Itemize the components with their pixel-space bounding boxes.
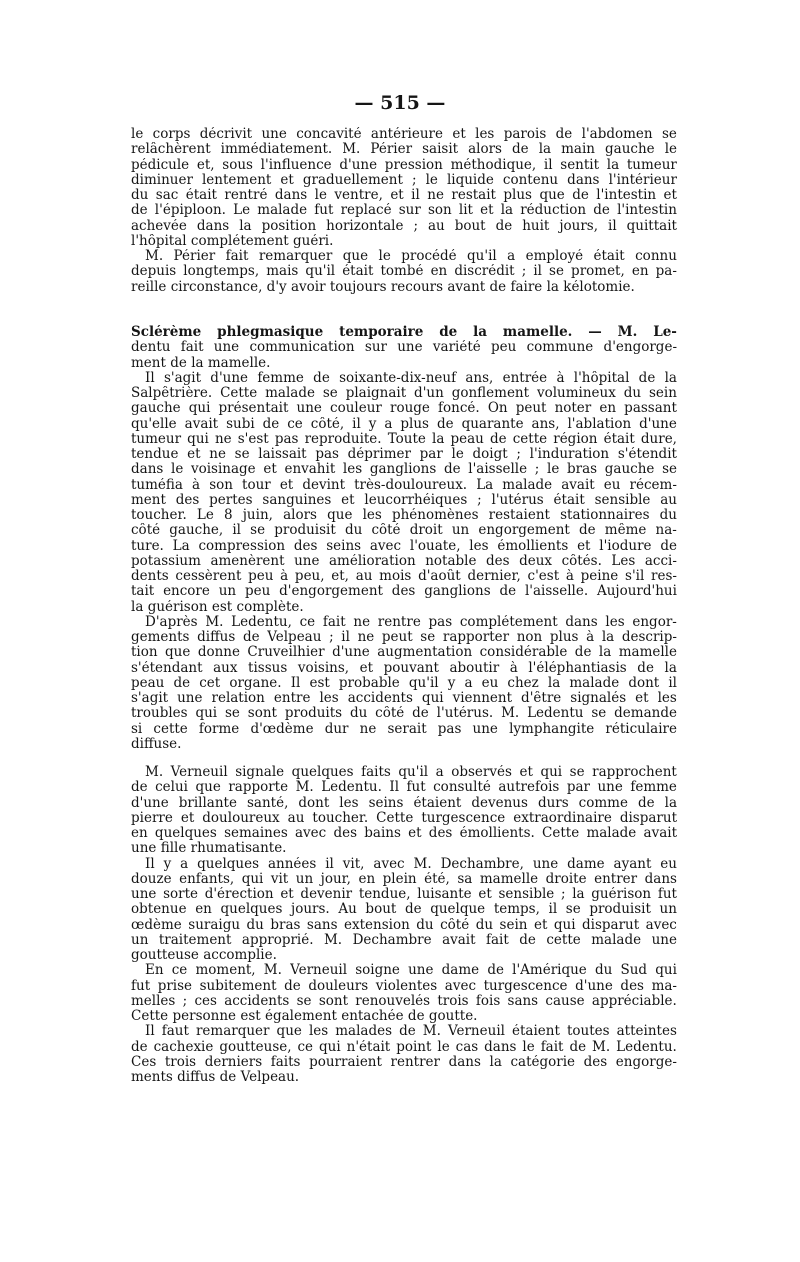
text-line: dents cessèrent peu à peu, et, au mois d'août dernier, c'est à peine s'il res- [131, 569, 677, 584]
text-line: douze enfants, qui vit un jour, en plein été, sa mamelle droite entrer dans [131, 871, 677, 887]
text-line: Ces trois derniers faits pourraient rentrer dans la catégorie des engorge- [131, 1054, 677, 1070]
section-sclereme [131, 325, 677, 752]
text-line: obtenue en quelques jours. Au bout de quelque temps, il se produisit un [131, 902, 677, 918]
text-line: un traitement approprié. M. Dechambre avait fait de cette malade une [131, 932, 677, 948]
text-line: ture. La compression des seins avec l'ouate, les émollients et l'iodure de [131, 538, 677, 554]
text-line: tumeur qui ne s'est pas reproduite. Toute la peau de cette région était dure, [131, 431, 677, 447]
text-line: gauche qui présentait une couleur rouge foncé. On peut noter en passant [131, 401, 677, 417]
text-line: En ce moment, M. Verneuil soigne une dame de l'Amérique du Sud qui [145, 963, 677, 979]
text-line: ments diffus de Velpeau. [131, 1070, 300, 1085]
text-line: une fille rhumatisante. [131, 841, 287, 857]
text-line: ment de la mamelle. [131, 355, 271, 371]
text-line: Il s'agit d'une femme de soixante-dix-neuf ans, entrée à l'hôpital de la [145, 370, 677, 386]
text-line: D'après M. Ledentu, ce fait ne rentre pas complétement dans les engor- [145, 614, 677, 630]
text-line: M. Verneuil signale quelques faits qu'il a observés et qui se rapprochent [145, 765, 677, 780]
text-line: s'agit une relation entre les accidents qui viennent d'être signalés et les [131, 691, 677, 706]
text-line: ment des pertes sanguines et leucorrhéiques ; l'utérus était sensible au [131, 492, 677, 508]
text-line: Salpêtrière. Cette malade se plaignait d'un gonflement volumineux du sein [131, 386, 677, 401]
text-line: de l'épiploon. Le malade fut replacé sur son lit et la réduction de l'intestin [131, 203, 677, 219]
text-line: qu'elle avait subi de ce côté, il y a plus de quarante ans, l'ablation d'une [131, 416, 677, 432]
text-line: s'étendant aux tissus voisins, et pouvant aboutir à l'éléphantiasis de la [131, 660, 677, 676]
text-line: peau de cet organe. Il est probable qu'il y a eu chez la malade dont il [131, 675, 677, 691]
text-line: diffuse. [131, 736, 182, 752]
text-line: de cachexie goutteuse, ce qui n'était point le cas dans le fait de M. Ledentu. [131, 1039, 677, 1055]
text-line: M. Périer fait remarquer que le procédé qu'il a employé était connu [145, 249, 677, 264]
text-line: la guérison est complète. [131, 599, 304, 615]
text-line: dans le voisinage et envahit les ganglions de l'aisselle ; le bras gauche se [131, 462, 677, 478]
text-line: le corps décrivit une concavité antérieure et les parois de l'abdomen se [131, 127, 677, 142]
page-number: — 515 — [354, 92, 446, 114]
text-line: tuméfia à son tour et devint très-douloureux. La malade avait eu récem- [131, 477, 677, 493]
text-line: d'une brillante santé, dont les seins étaient devenus durs comme de la [131, 795, 677, 811]
text-line: une sorte d'érection et devenir tendue, luisante et sensible ; la guérison fut [131, 887, 677, 902]
text-line: melles ; ces accidents se sont renouvelés trois fois sans cause appréciable. [131, 993, 677, 1009]
text-line: tait encore un peu d'engorgement des ganglions de l'aisselle. Aujourd'hui [131, 584, 677, 600]
text-line: depuis longtemps, mais qu'il était tombé en discrédit ; il se promet, en pa- [131, 264, 677, 280]
text-line: tendue et ne se laissait pas déprimer par le doigt ; l'induration s'étendit [131, 447, 677, 462]
text-line: reille circonstance, d'y avoir toujours recours avant de faire la kélotomie. [131, 279, 635, 295]
text-line: œdème suraigu du bras sans extension du côté du sein et qui disparut avec [131, 917, 677, 933]
text-line: Il faut remarquer que les malades de M. Verneuil étaient toutes atteintes [145, 1024, 677, 1040]
text-line: Sclérème phlegmasique temporaire de la mamelle. — M. Le- [131, 325, 677, 340]
text-line: diminuer lentement et graduellement ; le liquide contenu dans l'intérieur [131, 172, 677, 188]
paragraph-verneuil [131, 765, 677, 1085]
text-line: toucher. Le 8 juin, alors que les phénomènes restaient stationnaires du [131, 508, 677, 523]
text-line: pierre et douloureux au toucher. Cette turgescence extraordinaire disparut [131, 810, 677, 826]
text-line: si cette forme d'œdème dur ne serait pas une lymphangite réticulaire [131, 721, 677, 737]
text-line: troubles qui se sont produits du côté de l'utérus. M. Ledentu se demande [131, 706, 677, 722]
text-line: côté gauche, il se produisit du côté droit un engorgement de même na- [131, 523, 677, 539]
text-line: achevée dans la position horizontale ; au bout de huit jours, il quittait [131, 218, 677, 234]
text-line: l'hôpital complétement guéri. [131, 233, 334, 249]
paragraph-perier [131, 127, 677, 295]
text-line: en quelques semaines avec des bains et des émollients. Cette malade avait [131, 826, 677, 841]
text-line: fut prise subitement de douleurs violentes avec turgescence d'une des ma- [131, 978, 677, 994]
text-line: Il y a quelques années il vit, avec M. Dechambre, une dame ayant eu [145, 856, 677, 872]
text-line: Cette personne est également entachée de goutte. [131, 1009, 478, 1024]
text-line: tion que donne Cruveilhier d'une augmentation considérable de la mamelle [131, 645, 677, 661]
text-line: du sac était rentré dans le ventre, et il ne restait plus que de l'intestin et [131, 188, 677, 203]
text-line: de celui que rapporte M. Ledentu. Il fut consulté autrefois par une femme [131, 780, 677, 796]
text-line: potassium amenèrent une amélioration notable des deux côtés. Les acci- [131, 553, 677, 569]
text-line: relâchèrent immédiatement. M. Périer saisit alors de la main gauche le [131, 142, 677, 158]
text-line: pédicule et, sous l'influence d'une pression méthodique, il sentit la tumeur [131, 157, 677, 173]
text-line: dentu fait une communication sur une variété peu commune d'engorge- [131, 340, 677, 356]
text-line: goutteuse accomplie. [131, 948, 277, 963]
text-line: gements diffus de Velpeau ; il ne peut se rapporter non plus à la descrip- [131, 630, 677, 645]
